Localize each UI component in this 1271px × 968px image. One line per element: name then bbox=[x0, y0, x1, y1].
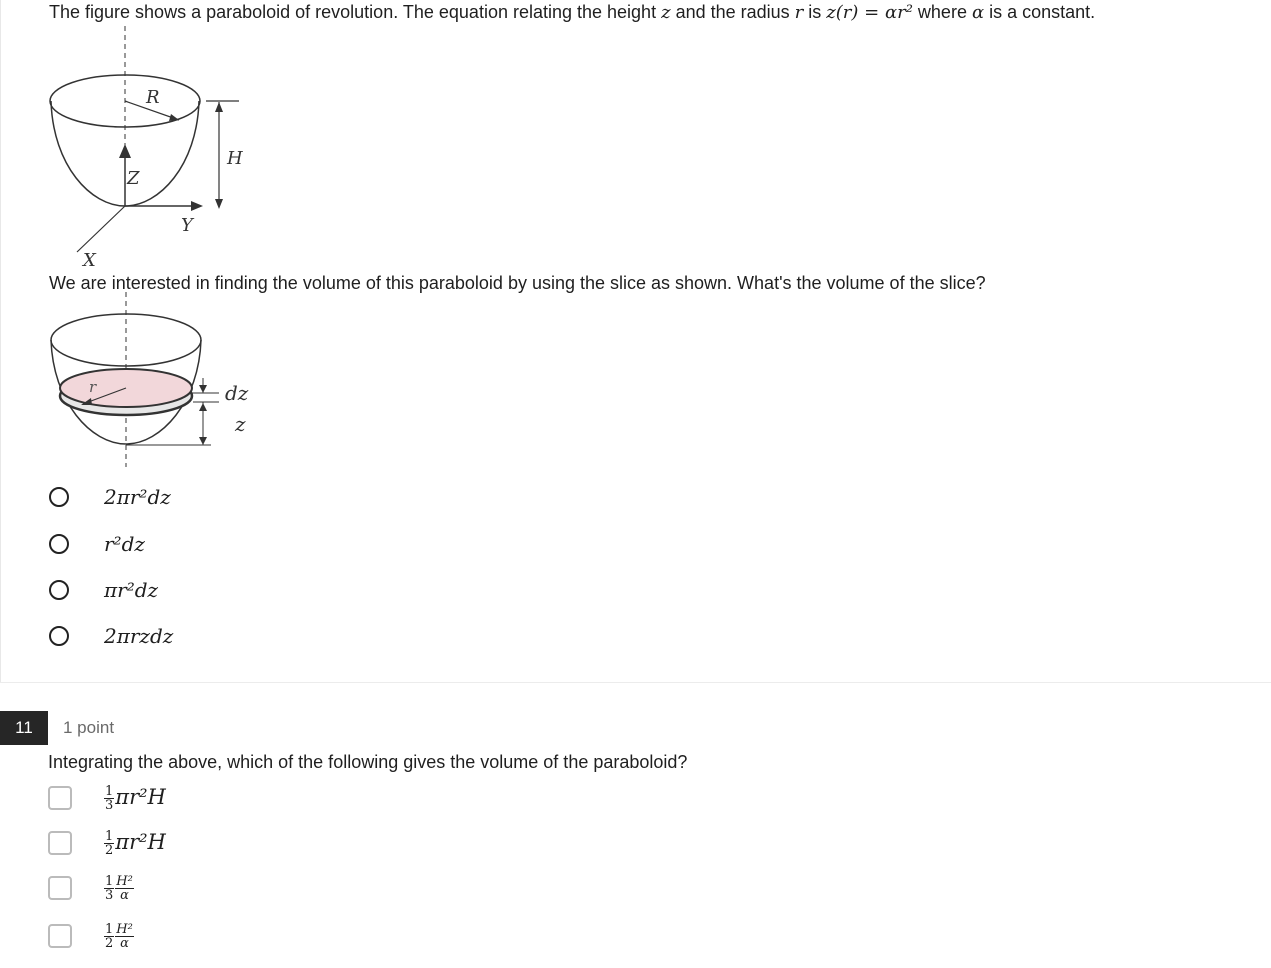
question-number-badge: 11 bbox=[0, 711, 48, 745]
fraction bbox=[104, 785, 114, 812]
option-label bbox=[104, 785, 166, 812]
question-points: 1 point bbox=[63, 718, 115, 737]
prompt-z: z bbox=[661, 2, 671, 23]
prompt-equation: z(r) = αr² bbox=[826, 2, 913, 23]
prompt-where: where bbox=[912, 2, 972, 22]
label-X: X bbox=[83, 250, 96, 271]
slice-figure bbox=[41, 292, 271, 470]
checkbox[interactable] bbox=[48, 924, 72, 948]
fraction-numerator: H² bbox=[116, 921, 133, 937]
prompt-mid: and the radius bbox=[670, 2, 795, 22]
checkbox-option-1[interactable] bbox=[48, 783, 166, 813]
option-label bbox=[104, 830, 166, 857]
fraction bbox=[104, 875, 114, 902]
checkbox[interactable] bbox=[48, 876, 72, 900]
fraction-denominator: 3 bbox=[105, 797, 114, 813]
option-label bbox=[104, 875, 135, 902]
radio-button[interactable] bbox=[49, 487, 69, 507]
option-expression: πr²H bbox=[115, 829, 166, 854]
option-label: r²dz bbox=[104, 532, 145, 556]
fraction bbox=[115, 875, 134, 902]
option-2[interactable] bbox=[49, 529, 145, 559]
option-label bbox=[104, 923, 135, 950]
radio-button[interactable] bbox=[49, 534, 69, 554]
fraction-denominator: 2 bbox=[105, 842, 114, 858]
fraction bbox=[104, 830, 114, 857]
paraboloid-figure bbox=[41, 26, 281, 271]
option-1[interactable] bbox=[49, 482, 171, 512]
fraction bbox=[115, 923, 134, 950]
label-Y: Y bbox=[181, 215, 193, 236]
checkbox[interactable] bbox=[48, 831, 72, 855]
checkbox-option-2[interactable] bbox=[48, 828, 166, 858]
radio-button[interactable] bbox=[49, 580, 69, 600]
question-10-prompt bbox=[49, 2, 1095, 23]
fraction-denominator: 3 bbox=[105, 887, 114, 903]
radio-button[interactable] bbox=[49, 626, 69, 646]
label-R: R bbox=[146, 87, 160, 108]
option-4[interactable] bbox=[49, 621, 174, 651]
prompt-end: is a constant. bbox=[984, 2, 1096, 22]
question-divider bbox=[0, 682, 1271, 683]
fraction-numerator: 1 bbox=[105, 783, 114, 799]
fraction-numerator: 1 bbox=[105, 921, 114, 937]
prompt-is: is bbox=[803, 2, 827, 22]
option-3[interactable] bbox=[49, 575, 159, 605]
option-label: 2πrzdz bbox=[104, 624, 174, 648]
option-expression: πr²H bbox=[115, 784, 166, 809]
option-label: 2πr²dz bbox=[104, 485, 171, 509]
label-Z: Z bbox=[127, 168, 140, 189]
option-label: πr²dz bbox=[104, 578, 159, 602]
fraction-denominator: α bbox=[120, 887, 129, 903]
label-r: r bbox=[89, 378, 97, 396]
fraction-denominator: α bbox=[120, 935, 129, 951]
checkbox-option-4[interactable] bbox=[48, 921, 133, 951]
fraction bbox=[104, 923, 114, 950]
prompt-intro: The figure shows a paraboloid of revolution. The equation relating the height bbox=[49, 2, 662, 22]
question-11-prompt: Integrating the above, which of the following gives the volume of the paraboloid? bbox=[48, 752, 688, 772]
fraction-numerator: H² bbox=[116, 873, 133, 889]
fraction-numerator: 1 bbox=[105, 873, 114, 889]
label-z: z bbox=[235, 412, 246, 436]
fraction-numerator: 1 bbox=[105, 828, 114, 844]
prompt-alpha: α bbox=[971, 2, 985, 23]
fraction-denominator: 2 bbox=[105, 935, 114, 951]
checkbox[interactable] bbox=[48, 786, 72, 810]
label-H: H bbox=[227, 148, 243, 169]
checkbox-option-3[interactable] bbox=[48, 873, 133, 903]
prompt-r: r bbox=[794, 2, 804, 23]
slice-prompt: We are interested in finding the volume of this paraboloid by using the slice as shown. What's the volume of the slice? bbox=[49, 273, 986, 293]
label-dz: dz bbox=[225, 381, 249, 405]
